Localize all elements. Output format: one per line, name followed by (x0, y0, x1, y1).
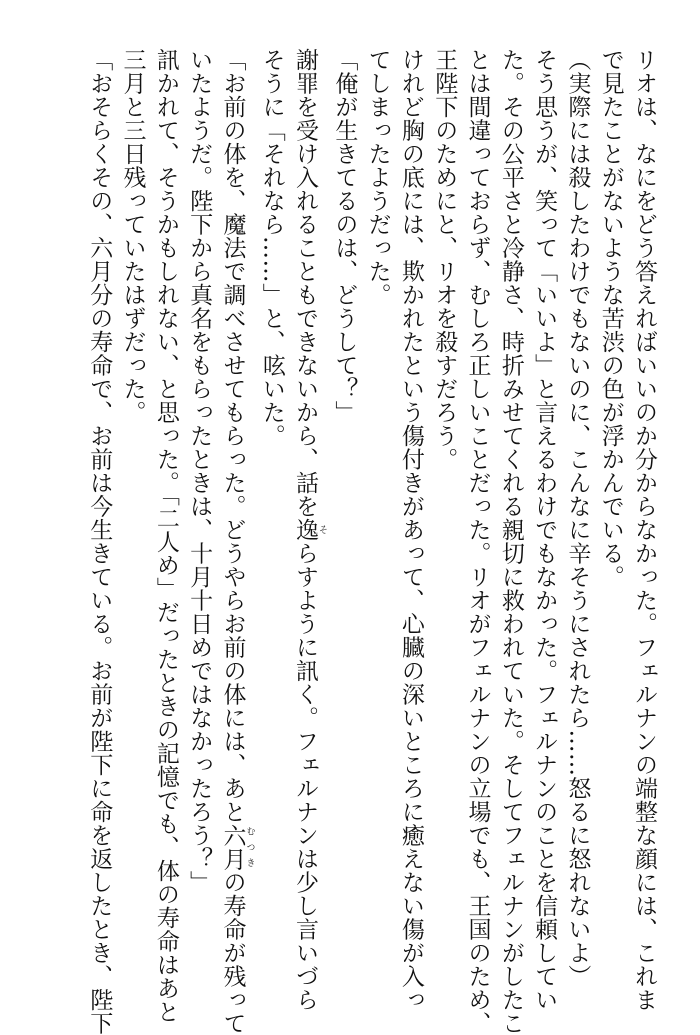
text-line-14: いたようだ。陛下から真名をもらったときは、十月十日めではなかったろう？」 (182, 48, 215, 978)
vertical-text-body (30, 48, 660, 978)
text-line-5: た。その公平さと冷静さ、時折みせてくれる親切に救われていた。そしてフェルナンがしたこ (494, 48, 527, 978)
text-line-11-start: 謝罪を受け入れることもできないから、 (292, 48, 318, 471)
text-line-15: 訊かれて、そうかもしれない、と思った。「二人め」だったときの記憶でも、体の寿命はあと (149, 48, 182, 978)
ruby-mutsuki (219, 824, 245, 871)
text-line-6: とは間違っておらず、むしろ正しいことだった。リオがフェルナンの立場でも、王国のため、 (460, 48, 493, 978)
text-line-3: （実際には殺したわけでもないのに、こんなに辛そうにされたら……怒るに怒れないよ） (560, 48, 593, 978)
text-line-13 (215, 48, 254, 978)
text-line-11 (288, 48, 327, 978)
text-line-13-end: の寿命が残って (219, 871, 245, 1035)
ruby-soraku-base: 逸 (292, 518, 318, 542)
text-line-4: そう思うが、笑って「いいよ」と言えるわけでもなかった。フェルナンのことを信頼してい (527, 48, 560, 978)
text-line-10: 「俺が生きてるのは、どうして？」 (327, 48, 360, 978)
ruby-soraku-reading: そ (317, 518, 327, 542)
ruby-mutsuki-reading: むつき (244, 824, 254, 871)
text-line-7: 王陛下のためにと、リオを殺すだろう。 (427, 48, 460, 978)
text-line-8: けれど胸の底には、欺かれたという傷付きがあって、心臓の深いところに癒えない傷が入っ (394, 48, 427, 978)
text-line-17: 「おそらくその、六月分の寿命で、お前は今生きている。お前が陛下に命を返したとき、陛下 (82, 48, 115, 978)
text-line-9: てしまったようだった。 (360, 48, 393, 978)
ruby-mutsuki-base: 六月 (219, 824, 245, 871)
text-line-13-start: 「お前の体を、魔法で調べさせてもらった。どうやらお前の体には、あと (219, 48, 245, 824)
text-line-16: 三月と三日残っていたはずだった。 (115, 48, 148, 978)
text-line-11-mid: 話を (292, 471, 318, 518)
ruby-soraku (292, 518, 318, 542)
text-line-1: リオは、なにをどう答えればいいのか分からなかった。フェルナンの端整な顔には、これま (627, 48, 660, 978)
text-line-11-end: らすように訊く。フェルナンは少し言いづら (292, 542, 318, 1012)
text-line-12: そうに「それなら……」と、呟いた。 (254, 48, 287, 978)
text-line-2: で見たことがないような苦渋の色が浮かんでいる。 (593, 48, 626, 978)
